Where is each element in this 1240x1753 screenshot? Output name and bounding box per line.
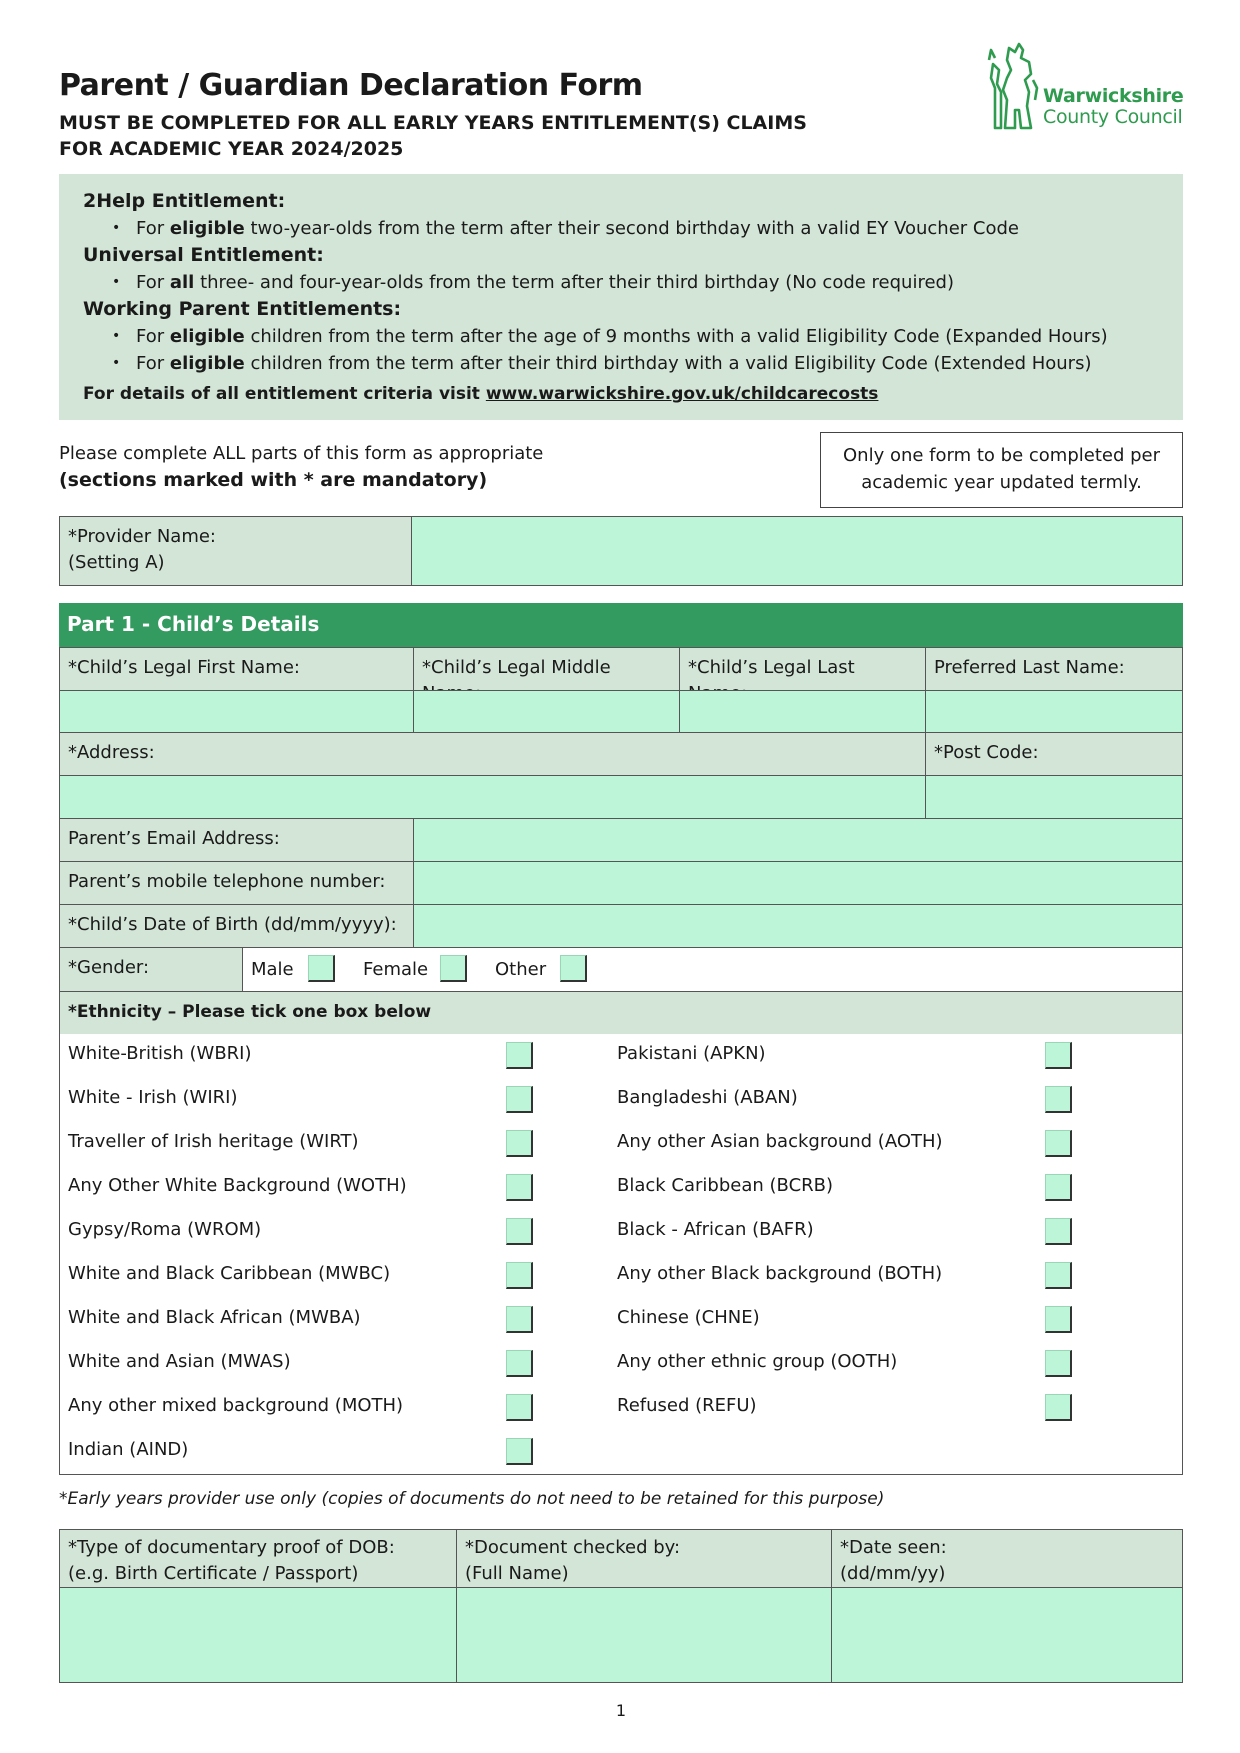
checked-by-label-line1: *Document checked by: [465,1537,681,1558]
mobile-label: Parent’s mobile telephone number: [59,861,414,905]
ethnicity-label: Pakistani (APKN) [617,1043,766,1064]
one-form-notice: Only one form to be completed per academic year updated termly. [820,432,1183,508]
info-item-universal: • For all three- and four-year-olds from the term after their third birthday (No code required) [83,269,1159,296]
info-heading-universal: Universal Entitlement: [83,244,324,266]
postcode-input[interactable] [925,775,1183,819]
first-name-input[interactable] [59,690,414,733]
ethnicity-checkbox-wrom[interactable] [506,1218,533,1245]
entitlement-info-box [59,174,1183,420]
ethnicity-row [59,1166,1183,1211]
council-name-line1: Warwickshire [1043,85,1184,107]
ethnicity-heading: *Ethnicity – Please tick one box below [59,991,1183,1035]
ethnicity-checkbox-bcrb[interactable] [1045,1174,1072,1201]
gender-male-checkbox[interactable] [308,955,335,982]
date-seen-label-line1: *Date seen: [840,1537,947,1558]
ethnicity-label: White and Asian (MWAS) [68,1351,291,1372]
postcode-label: *Post Code: [925,732,1183,776]
info-item-extended: • For eligible children from the term after their third birthday with a valid Eligibility Code (Extended Hours) [83,350,1159,377]
ethnicity-checkbox-mwbc[interactable] [506,1262,533,1289]
form-title: Parent / Guardian Declaration Form [59,68,643,103]
date-seen-label [831,1529,1183,1588]
council-logo [985,40,1185,132]
provider-label-text: *Provider Name: [68,526,216,547]
ethnicity-checkbox-moth[interactable] [506,1394,533,1421]
mobile-input[interactable] [413,861,1183,905]
ethnicity-checkbox-refu[interactable] [1045,1394,1072,1421]
gender-options [242,947,1183,992]
ethnicity-row [59,1430,1183,1475]
proof-type-label [59,1529,457,1588]
preferred-last-name-input[interactable] [925,690,1183,733]
middle-name-label: *Child’s Legal Middle [413,647,680,691]
gender-label: *Gender: [59,947,243,992]
gender-male-label: Male [251,959,294,980]
info-footer: For details of all entitlement criteria visit www.warwickshire.gov.uk/childcarecosts [83,384,879,404]
info-item-expanded: • For eligible children from the term after the age of 9 months with a valid Eligibility Code (Expanded Hours) [83,323,1159,350]
council-name-line2: County Council [1043,106,1183,128]
page-number: 1 [615,1701,627,1720]
criteria-link[interactable]: www.warwickshire.gov.uk/childcarecosts [485,384,879,404]
checked-by-label [456,1529,832,1588]
ethnicity-checkbox-aban[interactable] [1045,1086,1072,1113]
date-seen-input[interactable] [831,1587,1183,1683]
ethnicity-checkbox-aind[interactable] [506,1438,533,1465]
ethnicity-label: Any other Asian background (AOTH) [617,1131,943,1152]
ethnicity-checkbox-mwas[interactable] [506,1350,533,1377]
ethnicity-row [59,1254,1183,1299]
ethnicity-label: Refused (REFU) [617,1395,757,1416]
ethnicity-label: Black - African (BAFR) [617,1219,814,1240]
ethnicity-label: Any other ethnic group (OOTH) [617,1351,898,1372]
instructions [59,441,543,493]
ethnicity-checkbox-bafr[interactable] [1045,1218,1072,1245]
form-subtitle: MUST BE COMPLETED FOR ALL EARLY YEARS ENTITLEMENT(S) CLAIMS FOR ACADEMIC YEAR 2024/2025 [59,112,807,160]
instructions-line1: Please complete ALL parts of this form as appropriate [59,443,544,464]
gender-other-label: Other [495,959,547,980]
ethnicity-row [59,1034,1183,1079]
ethnicity-checkbox-woth[interactable] [506,1174,533,1201]
middle-name-input[interactable] [413,690,680,733]
part1-heading: Part 1 - Child’s Details [59,603,1183,648]
gender-other-checkbox[interactable] [560,955,587,982]
proof-type-label-line1: *Type of documentary proof of DOB: [68,1537,395,1558]
info-heading-2help: 2Help Entitlement: [83,190,286,212]
ethnicity-label: Indian (AIND) [68,1439,189,1460]
ethnicity-checkbox-wbri[interactable] [506,1042,533,1069]
address-input[interactable] [59,775,926,819]
proof-type-input[interactable] [59,1587,457,1683]
date-seen-label-line2: (dd/mm/yy) [840,1563,946,1584]
council-name [1043,86,1183,128]
ethnicity-label: White and Black African (MWBA) [68,1307,361,1328]
proof-type-label-line2: (e.g. Birth Certificate / Passport) [68,1563,359,1584]
first-name-label: *Child’s Legal First Name: [59,647,414,691]
provider-name-input[interactable] [411,516,1183,586]
email-label: Parent’s Email Address: [59,818,414,862]
ethnicity-checkbox-ooth[interactable] [1045,1350,1072,1377]
provider-name-label [59,516,412,586]
last-name-input[interactable] [679,690,926,733]
address-label: *Address: [59,732,926,776]
ethnicity-checkbox-mwba[interactable] [506,1306,533,1333]
ethnicity-row [59,1342,1183,1387]
ethnicity-label: White-British (WBRI) [68,1043,252,1064]
provider-use-note: *Early years provider use only (copies of documents do not need to be retained for this purpose) [59,1489,885,1509]
dob-label: *Child’s Date of Birth (dd/mm/yyyy): [59,904,414,948]
email-input[interactable] [413,818,1183,862]
ethnicity-row [59,1210,1183,1255]
provider-sub-text: (Setting A) [68,552,165,573]
info-heading-working-parent: Working Parent Entitlements: [83,298,402,320]
ethnicity-checkbox-apkn[interactable] [1045,1042,1072,1069]
ethnicity-label: Black Caribbean (BCRB) [617,1175,834,1196]
ethnicity-label: Any other Black background (BOTH) [617,1263,943,1284]
ethnicity-label: Traveller of Irish heritage (WIRT) [68,1131,359,1152]
ethnicity-checkbox-wiri[interactable] [506,1086,533,1113]
ethnicity-checkbox-both[interactable] [1045,1262,1072,1289]
preferred-last-name-label: Preferred Last Name: [925,647,1183,691]
ethnicity-checkbox-chne[interactable] [1045,1306,1072,1333]
dob-input[interactable] [413,904,1183,948]
ethnicity-label: Any Other White Background (WOTH) [68,1175,407,1196]
checked-by-input[interactable] [456,1587,832,1683]
instructions-mandatory-note: (sections marked with * are mandatory) [59,469,488,491]
info-item-2help: • For eligible two-year-olds from the term after their second birthday with a valid EY Voucher Code [83,215,1159,242]
ethnicity-label: Bangladeshi (ABAN) [617,1087,798,1108]
ethnicity-label: Chinese (CHNE) [617,1307,760,1328]
ethnicity-label: Any other mixed background (MOTH) [68,1395,404,1416]
gender-female-label: Female [363,959,429,980]
ethnicity-label: White - Irish (WIRI) [68,1087,238,1108]
last-name-label: *Child’s Legal Last [679,647,926,691]
ethnicity-checkbox-aoth[interactable] [1045,1130,1072,1157]
ethnicity-row [59,1386,1183,1431]
ethnicity-checkbox-wirt[interactable] [506,1130,533,1157]
ethnicity-row [59,1122,1183,1167]
ethnicity-label: White and Black Caribbean (MWBC) [68,1263,391,1284]
ethnicity-row [59,1298,1183,1343]
checked-by-label-line2: (Full Name) [465,1563,569,1584]
gender-female-checkbox[interactable] [440,955,467,982]
bear-and-staff-icon [985,40,1041,132]
ethnicity-row [59,1078,1183,1123]
ethnicity-label: Gypsy/Roma (WROM) [68,1219,262,1240]
